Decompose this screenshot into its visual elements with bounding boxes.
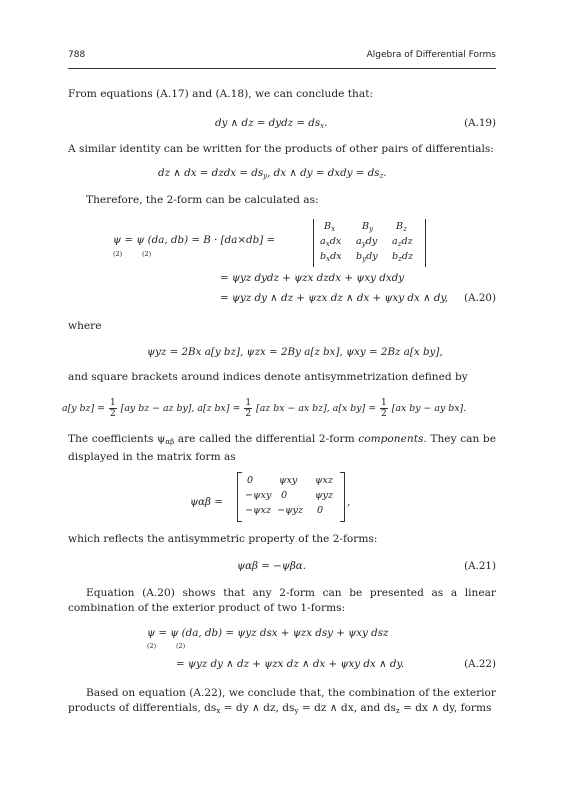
det-cell-1-3: $B_z$ (396, 221, 407, 233)
matrix-cell-1-1: 0 (247, 475, 254, 486)
equation-a20-under-1: (2) (113, 250, 123, 258)
det-cell-3-1: $b_xdx$ (320, 251, 342, 263)
equation-a22-under-2: (2) (176, 642, 186, 650)
equation-number-a20: (A.20) (464, 292, 496, 304)
paragraph-7: which reflects the antisymmetric property of the 2-forms: (68, 533, 378, 545)
equation-a19 (215, 117, 327, 130)
matrix-left-bracket (237, 472, 242, 522)
paragraph-2: A similar identity can be written for the products of other pairs of differentials: (68, 143, 494, 155)
paragraph-1: From equations (A.17) and (A.18), we can conclude that: (68, 88, 374, 100)
equation-number-a22: (A.22) (464, 658, 496, 670)
paragraph-8: Equation (A.20) shows that any 2-form can be presented as a linear combination of the exterior product of two 1-forms: (68, 587, 496, 614)
matrix-cell-1-3: ψxz (315, 475, 333, 486)
equation-a22-line1: ψ = ψ (da, db) = ψyz dsx + ψzx dsy + ψxy dsz (147, 627, 389, 639)
equation-antisym (62, 398, 466, 419)
antisym-bracket-1: [ay bz − az by], (120, 403, 195, 414)
equation-a20-lhs: ψ = ψ (da, db) = B · [da×db] = (113, 234, 276, 246)
fraction-half-1: $\frac{1}{2}$ (109, 398, 116, 419)
det-cell-1-1: $B_x$ (324, 221, 336, 233)
antisym-lhs-2: a[z bx] = (197, 403, 241, 414)
running-header (68, 50, 496, 66)
equation-a22-under-1: (2) (147, 642, 157, 650)
equation-a19-sub: x (320, 122, 325, 130)
matrix-cell-2-2: 0 (281, 490, 288, 501)
pairs-sub-1: y (263, 172, 268, 180)
equation-a20-under-2: (2) (142, 250, 152, 258)
running-title: Algebra of Differential Forms (366, 50, 496, 60)
fraction-half-2: $\frac{1}{2}$ (245, 398, 252, 419)
det-cell-3-2: $b_ydy$ (356, 251, 378, 263)
matrix-cell-3-3: 0 (317, 505, 324, 516)
matrix-cell-3-2: −ψyz (277, 505, 304, 516)
equation-a20-line3: = ψyz dy ∧ dz + ψzx dz ∧ dx + ψxy dx ∧ dy, (220, 292, 449, 304)
equation-psi-definitions: ψyz = 2Bx a[y bz], ψzx = 2By a[z bx], ψxy = 2Bz a[x by], (147, 346, 443, 358)
det-cell-2-2: $a_ydy$ (356, 236, 378, 248)
equation-a19-body: dy ∧ dz = dydz = ds (215, 117, 321, 129)
paragraph-where: where (68, 320, 102, 332)
matrix-right-bracket (340, 472, 345, 522)
antisym-lhs-3: a[x by] = (332, 403, 377, 414)
det-cell-1-2: $B_y$ (362, 221, 374, 233)
equation-a21: ψαβ = −ψβα. (237, 560, 307, 572)
component-matrix (237, 472, 345, 522)
antisym-lhs-1: a[y bz] = (62, 403, 105, 414)
pairs-part-2: , dx ∧ dy = dxdy = ds (267, 167, 380, 179)
matrix-cell-2-1: −ψxy (245, 490, 272, 501)
equation-a20-line2: = ψyz dydz + ψzx dzdx + ψxy dxdy (220, 272, 405, 284)
determinant (313, 219, 426, 267)
page-number: 788 (68, 50, 86, 60)
equation-number-a21: (A.21) (464, 560, 496, 572)
equation-pairs (158, 167, 387, 180)
matrix-cell-1-2: ψxy (279, 475, 298, 486)
pairs-part-1: dz ∧ dx = dzdx = ds (158, 167, 264, 179)
antisym-bracket-3: [ax by − ay bx]. (391, 403, 467, 414)
det-cell-2-1: $a_xdx$ (320, 236, 342, 248)
equation-matrix-tail: , (347, 496, 351, 508)
det-cell-3-3: $b_zdz$ (392, 251, 414, 263)
equation-a19-tail: . (324, 117, 328, 129)
equation-a22-line2: = ψyz dy ∧ dz + ψzx dz ∧ dx + ψxy dx ∧ dy. (176, 658, 405, 670)
pairs-tail: . (383, 167, 387, 179)
fraction-half-3: $\frac{1}{2}$ (381, 398, 387, 419)
equation-number-a19: (A.19) (464, 117, 496, 129)
matrix-cell-3-1: −ψxz (245, 505, 272, 516)
matrix-cell-2-3: ψyz (315, 490, 333, 501)
header-rule (68, 68, 496, 69)
equation-matrix-lhs: ψαβ = (190, 496, 223, 508)
pairs-sub-2: z (379, 172, 384, 180)
paragraph-3: Therefore, the 2-form can be calculated as: (86, 194, 319, 206)
det-cell-2-3: $a_zdz$ (392, 236, 413, 248)
paragraph-5: and square brackets around indices denote antisymmetrization defined by (68, 371, 468, 383)
antisym-bracket-2: [az bx − ax bz], (256, 403, 330, 414)
paragraph-6: The coefficients $\psi_{\alpha\beta}$ are called the differential 2-form components. They can be displayed in the matrix form as (68, 433, 496, 463)
paragraph-9: Based on equation (A.22), we conclude that, the combination of the exterior products of differentials, $ds_x$ = dy ∧ dz, $ds_y$ = dz ∧ dx, and $ds_z$ = dx ∧ dy, forms (68, 687, 496, 715)
